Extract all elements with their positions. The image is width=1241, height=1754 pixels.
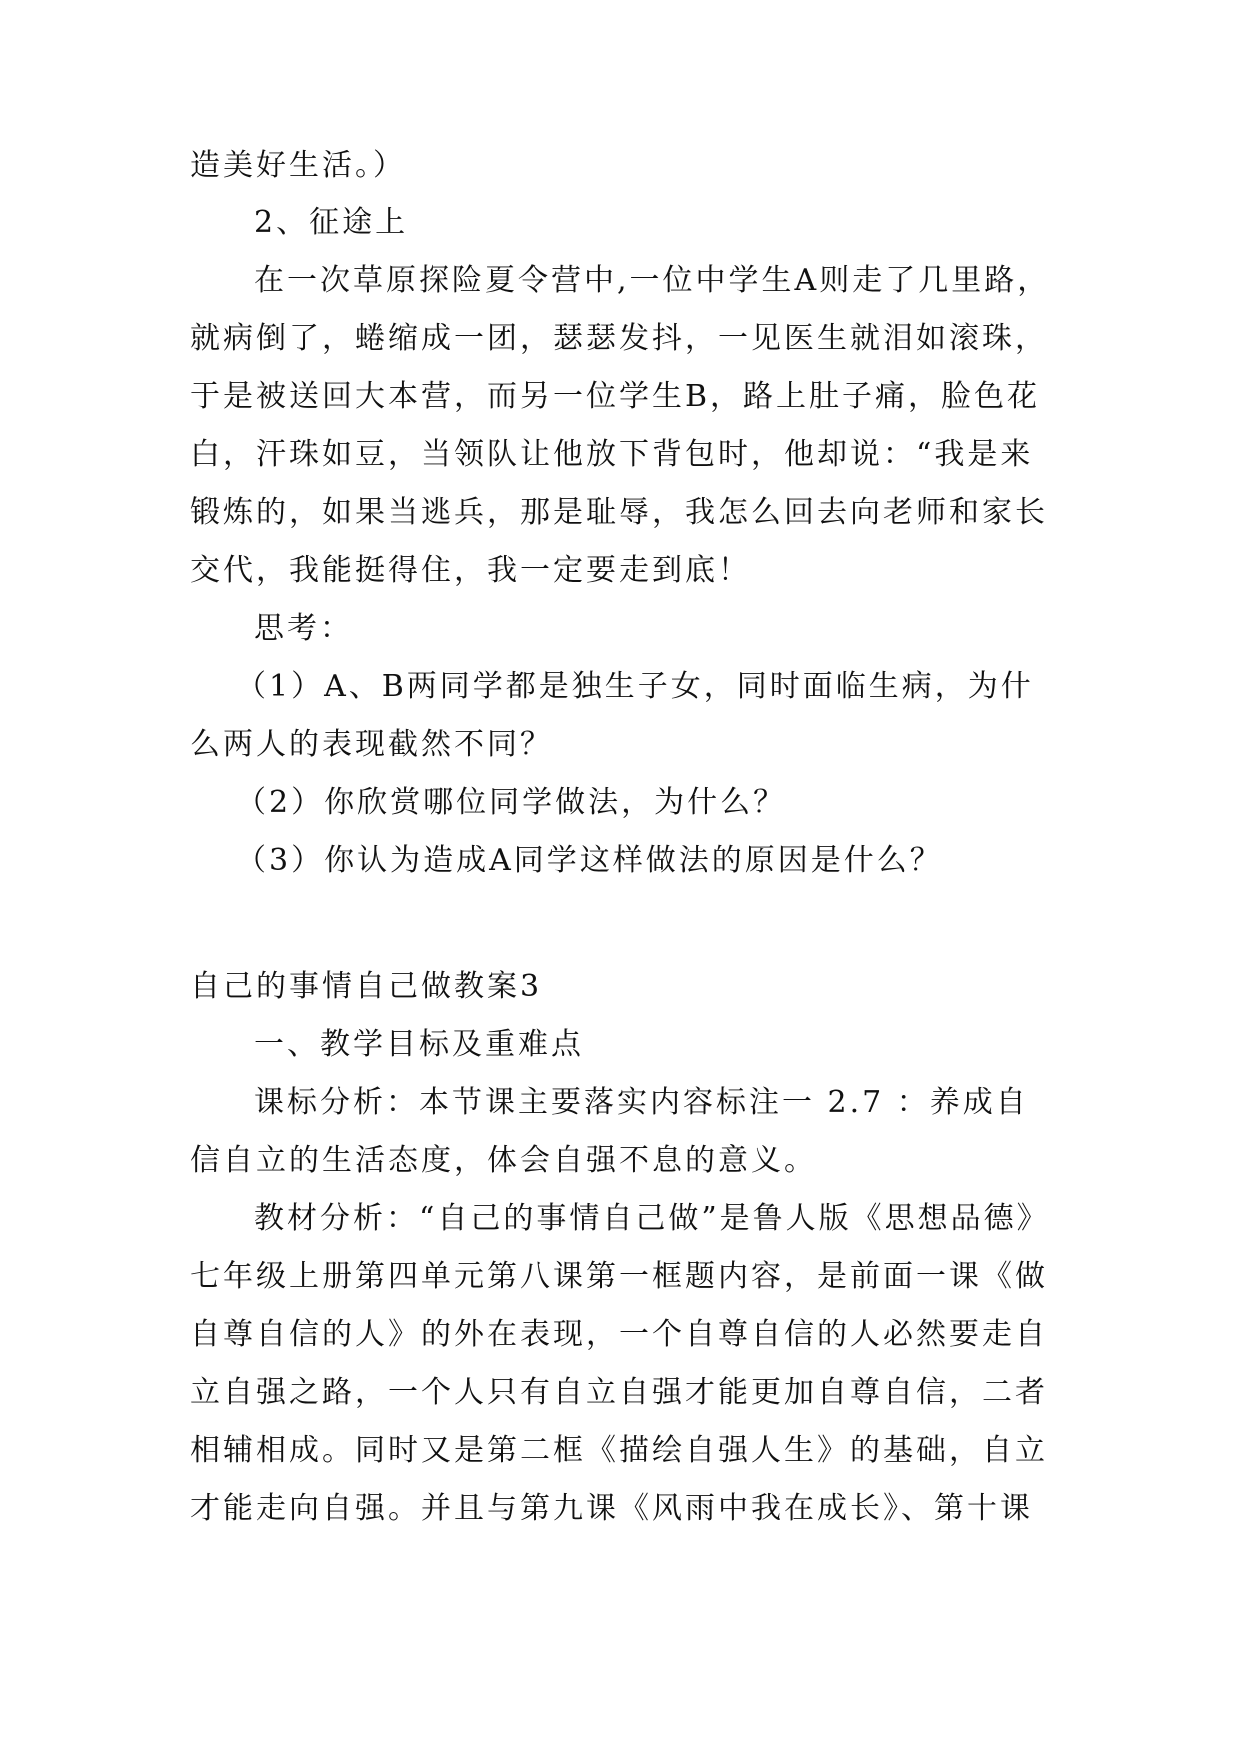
paragraph-line: 么两人的表现截然不同？ [190,727,553,762]
paragraph-line: 在一次草原探险夏令营中,一位中学生A则走了几里路， [254,263,1051,298]
paragraph-line: 于是被送回大本营，而另一位学生B，路上肚子痛，脸色花 [190,379,1041,414]
section-heading: 一、教学目标及重难点 [254,1027,584,1062]
paragraph-line: 造美好生活。） [190,148,406,183]
question-item: （1）A、B两同学都是独生子女，同时面临生病，为什 [236,669,1034,704]
paragraph-line: 七年级上册第四单元第八课第一框题内容，是前面一课《做 [190,1259,1048,1294]
paragraph-line: 课标分析：本节课主要落实内容标注一 2.7 ：养成自 [254,1085,1029,1120]
question-item: （3）你认为造成A同学这样做法的原因是什么？ [236,843,943,878]
paragraph-line: 信自立的生活态度，体会自强不息的意义。 [190,1143,817,1178]
paragraph-line: 锻炼的，如果当逃兵，那是耻辱，我怎么回去向老师和家长 [190,495,1048,530]
paragraph-line: 就病倒了，蜷缩成一团，瑟瑟发抖，一见医生就泪如滚珠， [190,321,1048,356]
question-item: （2）你欣赏哪位同学做法，为什么？ [236,785,787,820]
paragraph-line: 立自强之路，一个人只有自立自强才能更加自尊自信，二者 [190,1375,1048,1410]
paragraph-line: 相辅相成。同时又是第二框《描绘自强人生》的基础，自立 [190,1433,1048,1468]
section-heading: 2、征途上 [254,205,409,240]
paragraph-line: 才能走向自强。并且与第九课《风雨中我在成长》、第十课 [190,1491,1033,1526]
paragraph-line: 交代，我能挺得住，我一定要走到底！ [190,553,751,588]
paragraph-line: 教材分析：“自己的事情自己做”是鲁人版《思想品德》 [254,1201,1050,1236]
document-title: 自己的事情自己做教案3 [190,969,543,1004]
paragraph-line: 白，汗珠如豆，当领队让他放下背包时，他却说：“我是来 [190,437,1034,472]
paragraph-line: 自尊自信的人》的外在表现，一个自尊自信的人必然要走自 [190,1317,1048,1352]
question-label: 思考： [254,611,353,646]
